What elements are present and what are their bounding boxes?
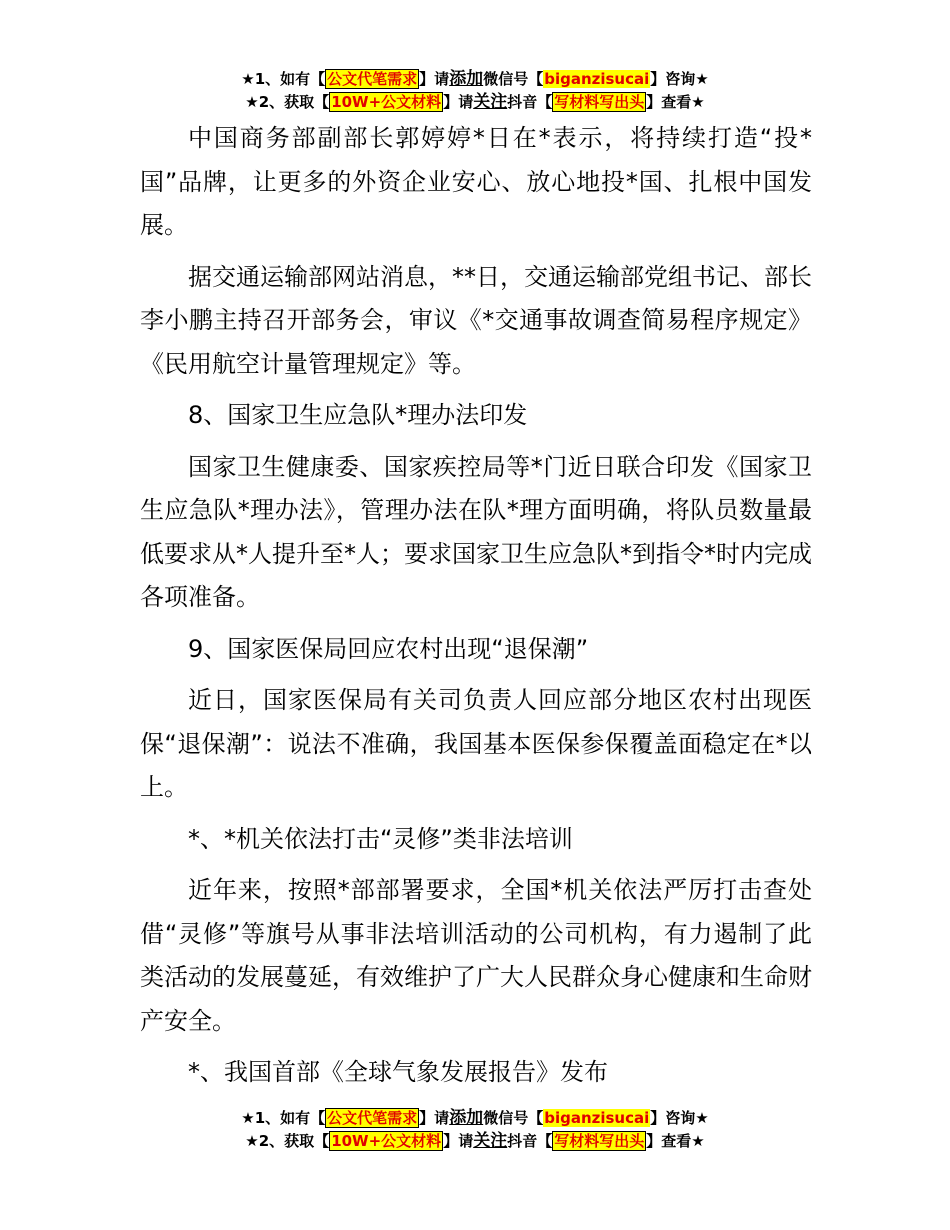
document-body xyxy=(140,117,812,1103)
highlight-wechat-id: biganzisucai xyxy=(544,70,650,88)
banner-text: 】请 xyxy=(419,70,450,88)
paragraph: 据交通运输部网站消息，**日，交通运输部党组书记、部长李小鹏主持召开部务会，审议《*交通事故调查简易程序规定》《民用航空计量管理规定》等。 xyxy=(140,262,812,378)
section-heading: 8、国家卫生应急队*理办法印发 xyxy=(188,401,528,429)
banner-text: 】请 xyxy=(419,1109,450,1127)
banner-text: 抖音【 xyxy=(507,93,553,111)
banner-emphasis: 添加 xyxy=(449,1108,484,1128)
banner-line-1 xyxy=(0,1107,950,1130)
banner-text: ★1、如有【 xyxy=(241,1109,326,1127)
banner-text: 】请 xyxy=(443,93,474,111)
paragraph: 中国商务部副部长郭婷婷*日在*表示，将持续打造“投*国”品牌，让更多的外资企业安心、放心地投*国、扎根中国发展。 xyxy=(140,124,812,239)
banner-text: 】请 xyxy=(443,1132,474,1150)
banner-text: 微信号【 xyxy=(483,70,544,88)
banner-text: 】咨询★ xyxy=(650,70,709,88)
highlight-wechat-id: biganzisucai xyxy=(544,1109,650,1127)
banner-emphasis: 添加 xyxy=(449,69,484,89)
banner-line-2 xyxy=(0,1130,950,1153)
banner-line-1 xyxy=(0,68,950,91)
banner-text: 】查看★ xyxy=(646,1132,705,1150)
banner-text: ★2、获取【 xyxy=(245,1132,330,1150)
banner-text: ★2、获取【 xyxy=(245,93,330,111)
section-heading: *、我国首部《全球气象发展报告》发布 xyxy=(188,1058,608,1086)
paragraph: 近日，国家医保局有关司负责人回应部分地区农村出现医保“退保潮”：说法不准确，我国基本医保参保覆盖面稳定在*以上。 xyxy=(140,686,812,801)
banner-line-2 xyxy=(0,91,950,114)
highlight-service: 公文代笔需求 xyxy=(327,1109,418,1127)
highlight-service: 公文代笔需求 xyxy=(327,70,418,88)
banner-text: 微信号【 xyxy=(483,1109,544,1127)
paragraph: 近年来，按照*部部署要求，全国*机关依法严厉打击查处借“灵修”等旗号从事非法培训活动的公司机构，有力遏制了此类活动的发展蔓延，有效维护了广大人民群众身心健康和生命财产安全。 xyxy=(140,876,812,1035)
section-heading: *、*机关依法打击“灵修”类非法培训 xyxy=(188,824,573,853)
highlight-douyin-account: 写材料写出头 xyxy=(554,1132,645,1150)
banner-emphasis: 关注 xyxy=(473,1131,508,1151)
banner-text: 】咨询★ xyxy=(650,1109,709,1127)
banner-emphasis: 关注 xyxy=(473,92,508,112)
paragraph: 国家卫生健康委、国家疾控局等*门近日联合印发《国家卫生应急队*理办法》，管理办法在队*理方面明确，将队员数量最低要求从*人提升至*人；要求国家卫生应急队*到指令*时内完成各项准备。 xyxy=(140,452,812,611)
section-heading: 9、国家医保局回应农村出现“退保潮” xyxy=(188,634,589,663)
highlight-materials: 10W+公文材料 xyxy=(331,1132,442,1150)
highlight-douyin-account: 写材料写出头 xyxy=(554,93,645,111)
banner-text: ★1、如有【 xyxy=(241,70,326,88)
banner-text: 】查看★ xyxy=(646,93,705,111)
highlight-materials: 10W+公文材料 xyxy=(331,93,442,111)
header-banner xyxy=(0,68,950,114)
footer-banner xyxy=(0,1107,950,1153)
banner-text: 抖音【 xyxy=(507,1132,553,1150)
